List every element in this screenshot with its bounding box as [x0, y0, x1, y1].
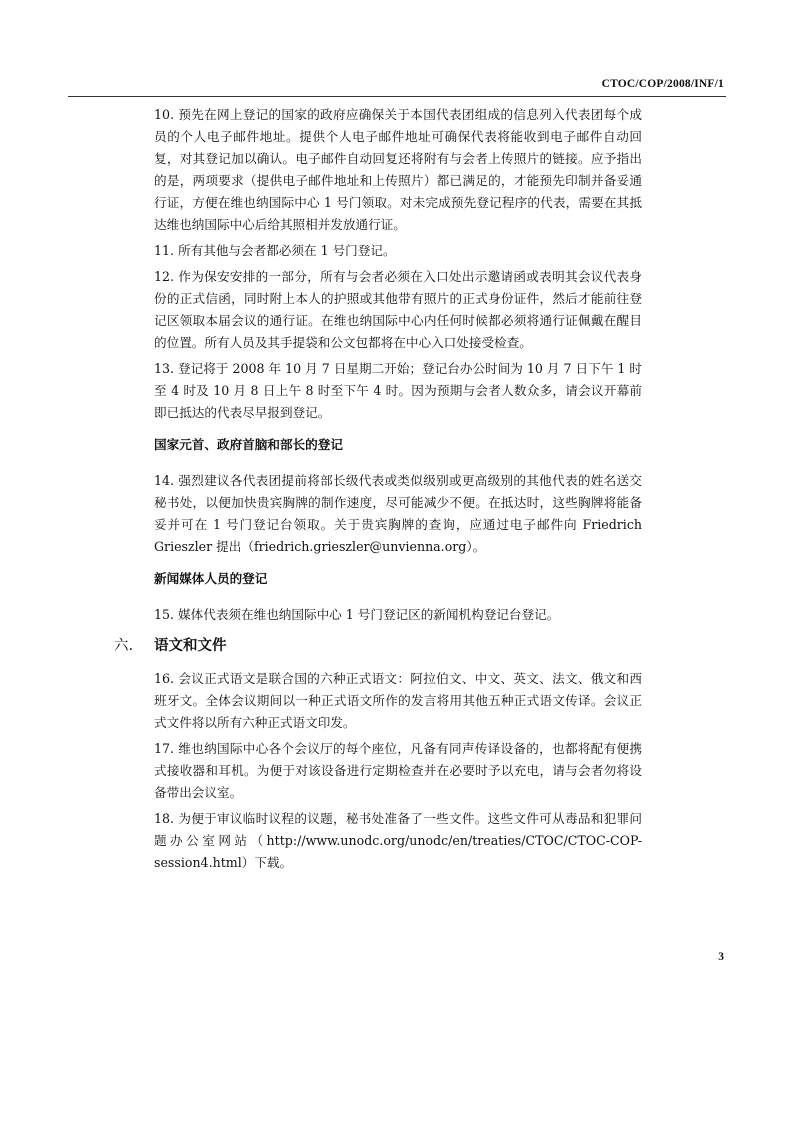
subheading-media-registration: 新闻媒体人员的登记: [154, 571, 268, 586]
paragraph-18: 18. 为便于审议临时议程的议题，秘书处准备了一些文件。这些文件可从毒品和犯罪问题办公室网站（http://www.unodc.org/unodc/en/treaties/CTOC/CTOC-COP-session4.html）下载。: [154, 811, 642, 870]
paragraph-10: 10. 预先在网上登记的国家的政府应确保关于本国代表团组成的信息列入代表团每个成员的个人电子邮件地址。提供个人电子邮件地址可确保代表将能收到电子邮件自动回复，对其登记加以确认。电子邮件自动回复还将附有与会者上传照片的链接。应予指出的是，两项要求（提供电子邮件地址和上传照片）都已满足的，才能预先印制并备妥通行证，方便在维也纳国际中心 1 号门领取。对未完成预先登记程序的代表，需要在其抵达维也纳国际中心后给其照相并发放通行证。: [154, 107, 642, 232]
paragraph-17: 17. 维也纳国际中心各个会议厅的每个座位，凡备有同声传译设备的，也都将配有便携式接收器和耳机。为便于对该设备进行定期检查并在必要时予以充电，请与会者勿将设备带出会议室。: [154, 741, 642, 800]
document-body: [114, 104, 642, 878]
paragraph-16: 16. 会议正式语文是联合国的六种正式语文：阿拉伯文、中文、英文、法文、俄文和西班牙文。全体会议期间以一种正式语文所作的发言将用其他五种正式语文传译。会议正式文件将以所有六种正式语文印发。: [154, 671, 642, 730]
subheading-dignitary-registration: 国家元首、政府首脑和部长的登记: [154, 437, 343, 452]
section-heading: [114, 634, 642, 658]
section-number: 六.: [114, 638, 134, 654]
header-rule: [68, 96, 726, 97]
paragraph-13: 13. 登记将于 2008 年 10 月 7 日星期二开始；登记台办公时间为 10 月 7 日下午 1 时至 4 时及 10 月 8 日上午 8 时至下午 4 时。因为预期与会者人数众多，请会议开幕前即已抵达的代表尽早报到登记。: [154, 361, 642, 420]
paragraph-12: 12. 作为保安安排的一部分，所有与会者必须在入口处出示邀请函或表明其会议代表身份的正式信函，同时附上本人的护照或其他带有照片的正式身份证件，然后才能前往登记区领取本届会议的通行证。在维也纳国际中心内任何时候都必须将通行证佩戴在醒目的位置。所有人员及其手提袋和公文包都将在中心入口处接受检查。: [154, 269, 642, 350]
section-title: 语文和文件: [154, 637, 227, 654]
paragraph-11: 11. 所有其他与会者都必须在 1 号门登记。: [154, 243, 396, 258]
paragraph-15: 15. 媒体代表须在维也纳国际中心 1 号门登记区的新闻机构登记台登记。: [154, 607, 560, 622]
page-number: 3: [718, 951, 724, 963]
paragraph-14: 14. 强烈建议各代表团提前将部长级代表或类似级别或更高级别的其他代表的姓名送交秘书处，以便加快贵宾胸牌的制作速度，尽可能减少不便。在抵达时，这些胸牌将能备妥并可在 1 号门登记台领取。关于贵宾胸牌的查询，应通过电子邮件向 Friedrich Grieszler 提出（friedrich.grieszler@unvienna.org）。: [154, 473, 642, 554]
document-symbol: CTOC/COP/2008/INF/1: [601, 78, 724, 90]
